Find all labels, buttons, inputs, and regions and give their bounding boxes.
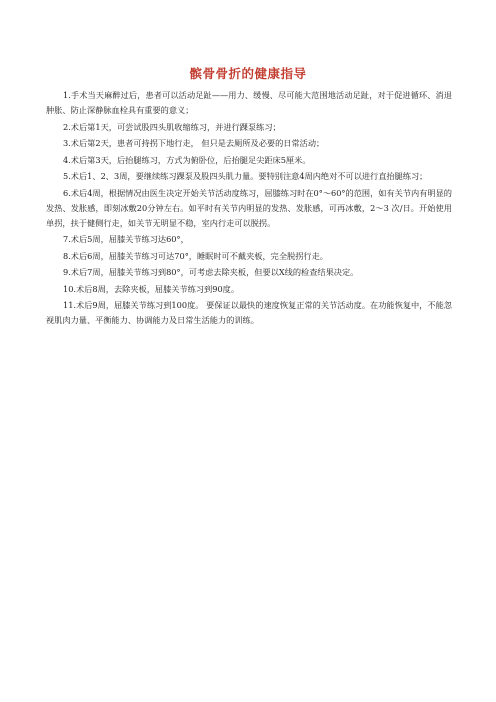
paragraph-step-6: 6.术后4周，根据情况由医生决定开始关节活动度练习，屈膝练习时在0°～60°的范围，如有关节内有明显的发热、发胀感，即刻冰敷20分钟左右。如平时有关节内明显的发热、发胀感，可再冰敷，2～3 次/日。开始使用单拐，扶于健侧行走，如关节无明显不稳，室内行走可以脱拐。 [46, 187, 452, 228]
paragraph-step-11: 11.术后9周，屈膝关节练习到100度。 要保证以最快的速度恢复正常的关节活动度。在功能恢复中，不能忽视肌肉力量、平衡能力、协调能力及日常生活能力的训练。 [46, 300, 452, 325]
paragraph-step-1: 1.手术当天麻醉过后，患者可以活动足趾——用力、缓慢、尽可能大范围地活动足趾，对于促进循环、消退肿胀、防止深静脉血栓具有重要的意义； [46, 90, 452, 115]
paragraph-step-5: 5.术后1、2、3周，要继续练习踝泵及股四头肌力量。要特别注意4周内绝对不可以进行直抬腿练习； [63, 171, 428, 181]
paragraph-step-8: 8.术后6周，屈膝关节练习可达70°，睡眠时可不戴夹板，完全脱拐行走。 [63, 250, 328, 261]
document-body [46, 88, 452, 330]
paragraph-step-2: 2.术后第1天，可尝试股四头肌收缩练习，并进行踝泵练习； [63, 121, 281, 132]
paragraph-step-9: 9.术后7周，屈膝关节练习到80°，可考虑去除夹板，但要以X线的检查结果决定。 [63, 267, 359, 277]
paragraph-step-10: 10.术后8周，去除夹板，屈膝关节练习到90度。 [63, 283, 240, 294]
paragraph-step-4: 4.术后第3天，后抬腿练习，方式为俯卧位，后抬腿足尖距床5厘米。 [63, 154, 311, 165]
paragraph-step-3: 3.术后第2天，患者可持拐下地行走， 但只是去厕所及必要的日常活动； [63, 138, 325, 148]
page-title: 髌骨骨折的健康指导 [189, 66, 307, 81]
paragraph-step-7: 7.术后5周，屈膝关节练习达60°， [63, 234, 189, 244]
